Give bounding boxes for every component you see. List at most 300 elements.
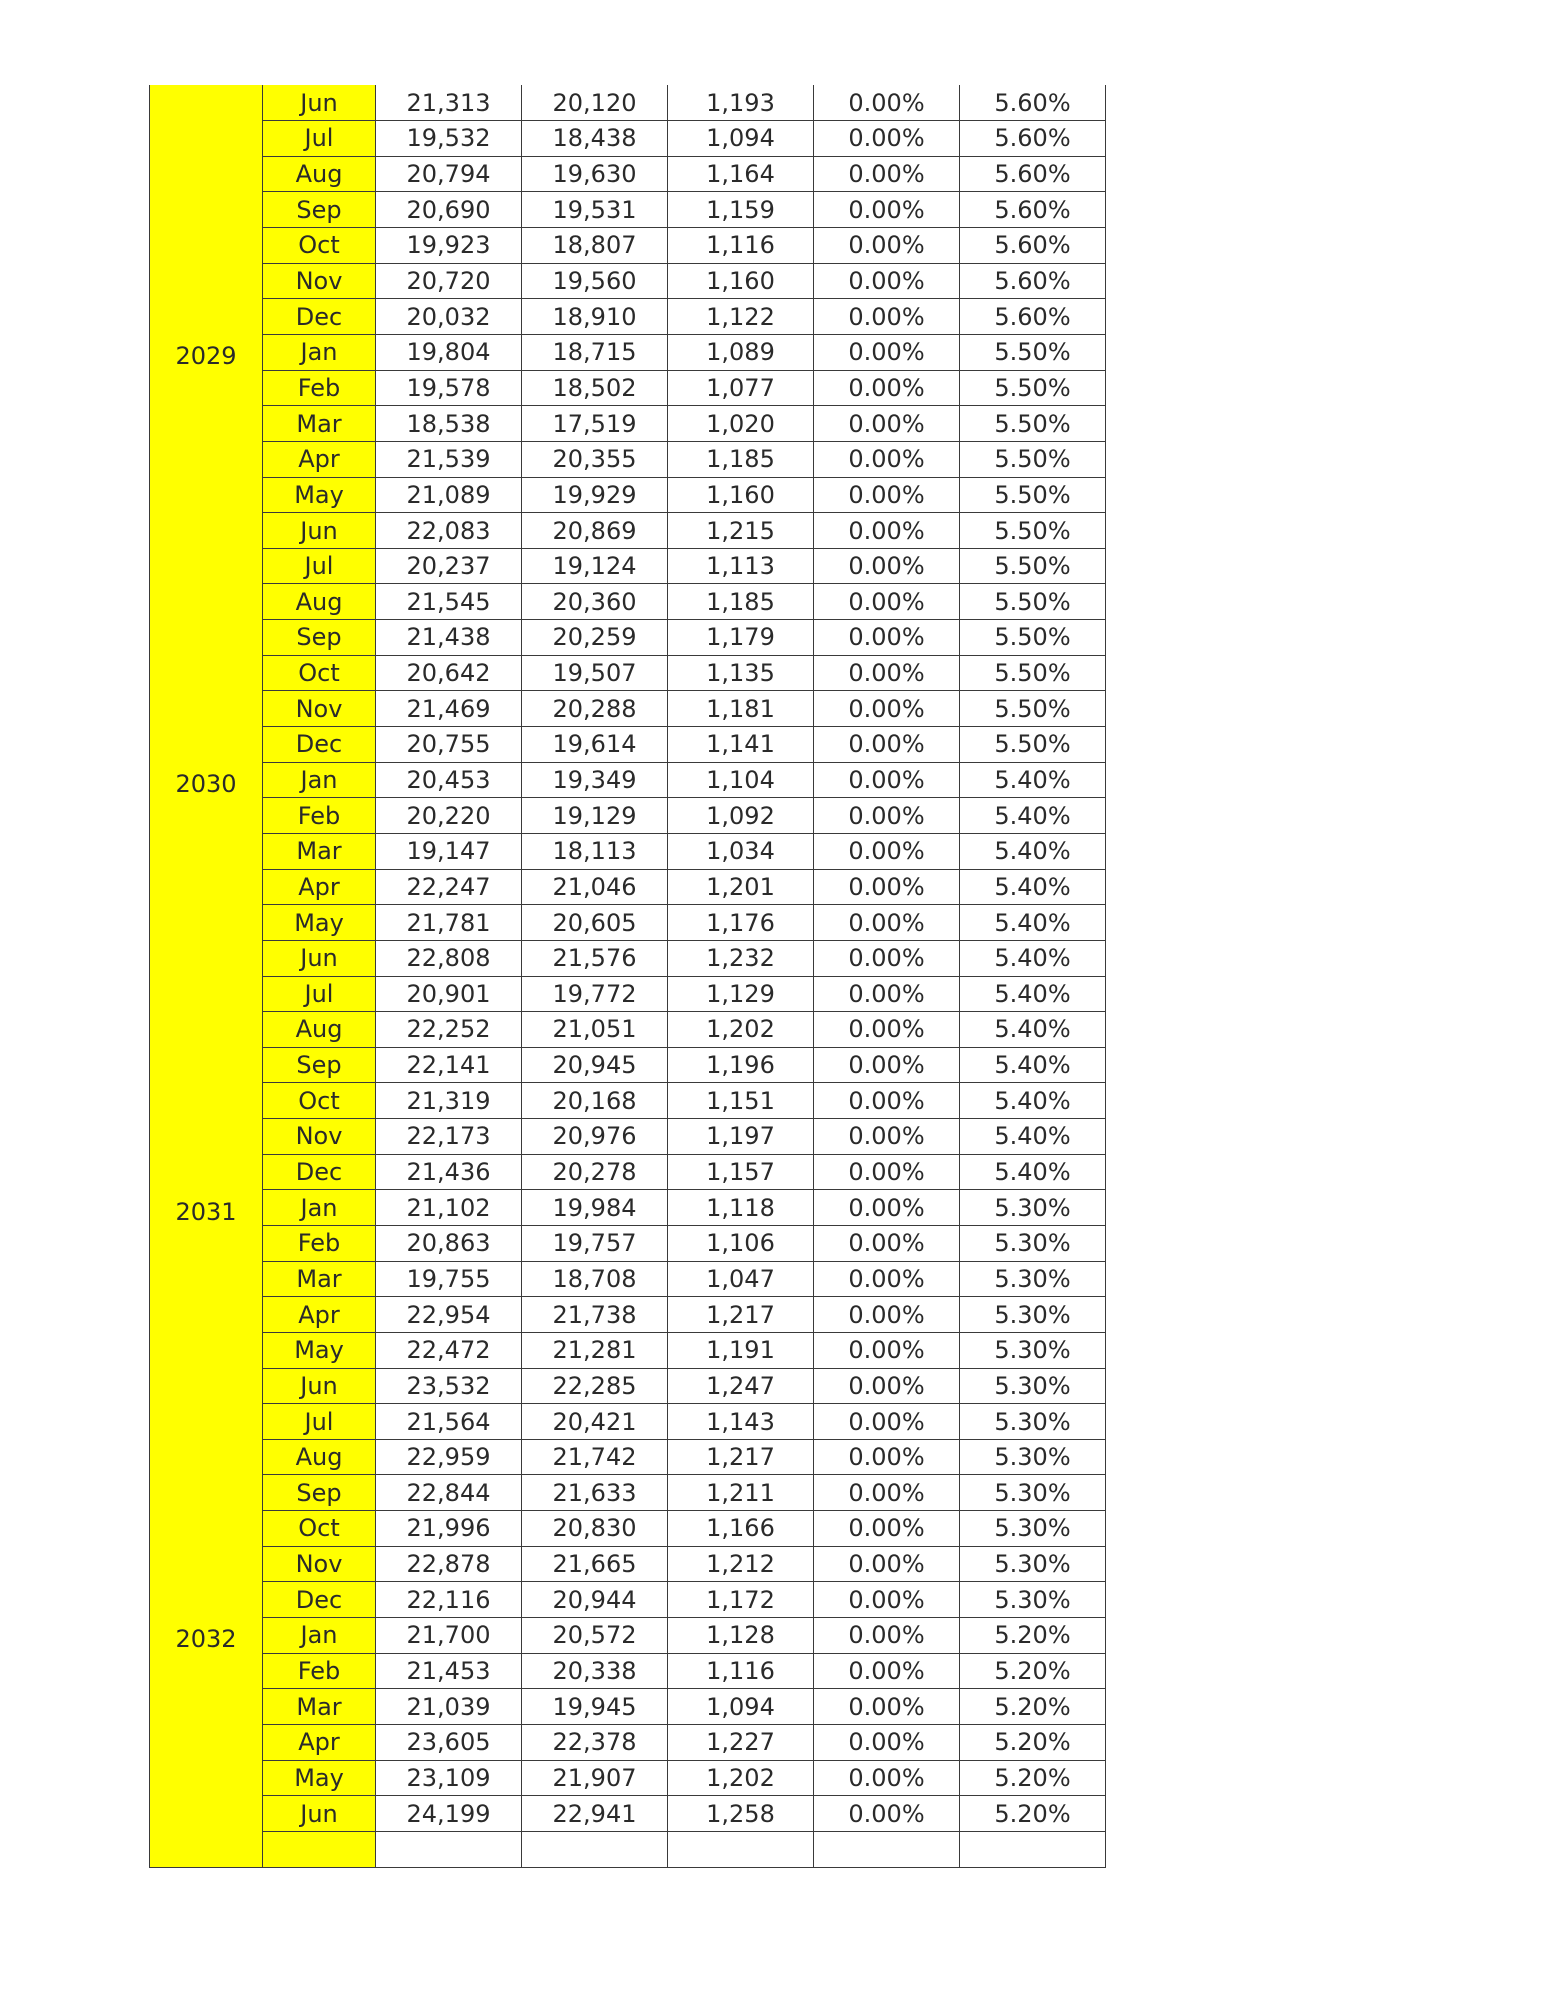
percent-cell: 5.30% [960, 1332, 1106, 1368]
value-cell: 18,538 [376, 406, 522, 442]
table-row [150, 334, 1106, 370]
value-cell: 21,089 [376, 477, 522, 513]
year-cell [150, 1332, 263, 1368]
month-cell: Apr [263, 869, 376, 905]
percent-cell: 0.00% [814, 1724, 960, 1760]
value-cell: 1,217 [668, 1439, 814, 1475]
value-cell: 20,830 [522, 1511, 668, 1547]
year-cell [150, 441, 263, 477]
percent-cell: 0.00% [814, 1439, 960, 1475]
value-cell: 20,720 [376, 263, 522, 299]
year-cell [150, 1439, 263, 1475]
value-cell: 21,700 [376, 1618, 522, 1654]
value-cell: 20,278 [522, 1154, 668, 1190]
value-cell: 21,564 [376, 1404, 522, 1440]
percent-cell: 0.00% [814, 833, 960, 869]
percent-cell: 5.50% [960, 548, 1106, 584]
month-cell: Nov [263, 263, 376, 299]
month-cell: Jul [263, 121, 376, 157]
table-row [150, 727, 1106, 763]
value-cell: 21,046 [522, 869, 668, 905]
year-cell: 2029 [150, 334, 263, 370]
value-cell: 19,945 [522, 1689, 668, 1725]
year-cell [150, 727, 263, 763]
value-cell: 20,288 [522, 691, 668, 727]
percent-cell: 5.40% [960, 1154, 1106, 1190]
month-cell: Nov [263, 691, 376, 727]
table-row [150, 1439, 1106, 1475]
percent-cell: 5.20% [960, 1724, 1106, 1760]
percent-cell: 5.40% [960, 869, 1106, 905]
year-cell [150, 1796, 263, 1832]
percent-cell: 5.30% [960, 1439, 1106, 1475]
table-row [150, 370, 1106, 406]
percent-cell: 0.00% [814, 691, 960, 727]
percent-cell: 0.00% [814, 228, 960, 264]
percent-cell: 0.00% [814, 1332, 960, 1368]
year-cell [150, 477, 263, 513]
table-row [150, 1511, 1106, 1547]
value-cell: 20,944 [522, 1582, 668, 1618]
value-cell: 21,665 [522, 1546, 668, 1582]
value-cell: 21,576 [522, 940, 668, 976]
year-cell [150, 1047, 263, 1083]
table-row [150, 905, 1106, 941]
value-cell: 21,281 [522, 1332, 668, 1368]
percent-cell: 5.30% [960, 1582, 1106, 1618]
percent-cell: 0.00% [814, 548, 960, 584]
percent-cell: 5.60% [960, 299, 1106, 335]
table-row [150, 940, 1106, 976]
value-cell: 1,202 [668, 1012, 814, 1048]
year-cell [150, 1689, 263, 1725]
value-cell: 19,349 [522, 762, 668, 798]
year-cell [150, 905, 263, 941]
value-cell: 19,929 [522, 477, 668, 513]
percent-cell: 0.00% [814, 869, 960, 905]
value-cell: 19,129 [522, 798, 668, 834]
value-cell: 20,220 [376, 798, 522, 834]
value-cell: 1,164 [668, 156, 814, 192]
value-cell: 1,193 [668, 85, 814, 121]
value-cell: 1,172 [668, 1582, 814, 1618]
value-cell: 1,141 [668, 727, 814, 763]
value-cell: 20,863 [376, 1226, 522, 1262]
value-cell: 1,020 [668, 406, 814, 442]
percent-cell: 0.00% [814, 1475, 960, 1511]
value-cell: 18,910 [522, 299, 668, 335]
month-cell: Jul [263, 1404, 376, 1440]
value-cell: 1,135 [668, 655, 814, 691]
value-cell: 21,996 [376, 1511, 522, 1547]
year-cell [150, 869, 263, 905]
percent-cell: 0.00% [814, 1404, 960, 1440]
month-cell: Aug [263, 1439, 376, 1475]
percent-cell: 0.00% [814, 85, 960, 121]
percent-cell: 5.60% [960, 156, 1106, 192]
year-cell [150, 1760, 263, 1796]
year-cell [150, 1012, 263, 1048]
value-cell: 21,781 [376, 905, 522, 941]
value-cell: 1,211 [668, 1475, 814, 1511]
percent-cell [814, 1831, 960, 1867]
year-cell [150, 833, 263, 869]
percent-cell: 0.00% [814, 334, 960, 370]
percent-cell: 5.30% [960, 1368, 1106, 1404]
percent-cell: 5.40% [960, 976, 1106, 1012]
table-row [150, 869, 1106, 905]
percent-cell: 5.60% [960, 263, 1106, 299]
percent-cell: 0.00% [814, 1618, 960, 1654]
value-cell: 20,032 [376, 299, 522, 335]
percent-cell: 0.00% [814, 905, 960, 941]
year-cell [150, 940, 263, 976]
table-row [150, 1546, 1106, 1582]
value-cell: 23,109 [376, 1760, 522, 1796]
table-row [150, 548, 1106, 584]
value-cell [522, 1831, 668, 1867]
value-cell: 20,338 [522, 1653, 668, 1689]
value-cell: 21,907 [522, 1760, 668, 1796]
table-row [150, 406, 1106, 442]
value-cell: 1,094 [668, 121, 814, 157]
value-cell: 19,531 [522, 192, 668, 228]
value-cell: 1,106 [668, 1226, 814, 1262]
value-cell: 20,690 [376, 192, 522, 228]
percent-cell: 0.00% [814, 263, 960, 299]
value-cell: 20,901 [376, 976, 522, 1012]
value-cell: 1,089 [668, 334, 814, 370]
table-row [150, 1226, 1106, 1262]
value-cell: 1,118 [668, 1190, 814, 1226]
percent-cell: 0.00% [814, 620, 960, 656]
value-cell: 23,605 [376, 1724, 522, 1760]
value-cell: 22,285 [522, 1368, 668, 1404]
year-cell [150, 1546, 263, 1582]
table-row [150, 441, 1106, 477]
percent-cell: 0.00% [814, 441, 960, 477]
month-cell: Dec [263, 299, 376, 335]
value-cell: 1,201 [668, 869, 814, 905]
value-cell: 22,844 [376, 1475, 522, 1511]
value-cell: 21,469 [376, 691, 522, 727]
percent-cell: 0.00% [814, 121, 960, 157]
value-cell: 19,124 [522, 548, 668, 584]
percent-cell: 5.50% [960, 620, 1106, 656]
value-cell: 19,560 [522, 263, 668, 299]
value-cell: 20,572 [522, 1618, 668, 1654]
year-cell [150, 156, 263, 192]
value-cell: 22,141 [376, 1047, 522, 1083]
year-cell [150, 798, 263, 834]
percent-cell: 5.40% [960, 940, 1106, 976]
year-cell [150, 1582, 263, 1618]
month-cell: Jan [263, 1618, 376, 1654]
year-cell: 2030 [150, 762, 263, 798]
value-cell: 1,116 [668, 228, 814, 264]
percent-cell: 5.30% [960, 1404, 1106, 1440]
table-row [150, 1047, 1106, 1083]
month-cell: Oct [263, 1511, 376, 1547]
month-cell: Mar [263, 1689, 376, 1725]
value-cell: 18,807 [522, 228, 668, 264]
value-cell: 1,129 [668, 976, 814, 1012]
percent-cell: 5.50% [960, 513, 1106, 549]
table-body [150, 85, 1106, 1867]
percent-cell: 0.00% [814, 1796, 960, 1832]
percent-cell: 5.50% [960, 334, 1106, 370]
value-cell [668, 1831, 814, 1867]
value-cell: 1,181 [668, 691, 814, 727]
percent-cell: 0.00% [814, 1012, 960, 1048]
month-cell: Nov [263, 1119, 376, 1155]
year-cell [150, 1154, 263, 1190]
value-cell: 21,738 [522, 1297, 668, 1333]
month-cell: Jul [263, 976, 376, 1012]
value-cell: 21,633 [522, 1475, 668, 1511]
percent-cell: 5.30% [960, 1261, 1106, 1297]
value-cell: 19,923 [376, 228, 522, 264]
month-cell: Jun [263, 513, 376, 549]
table-row [150, 1297, 1106, 1333]
month-cell: Jun [263, 1796, 376, 1832]
month-cell: Apr [263, 441, 376, 477]
year-cell [150, 548, 263, 584]
value-cell: 20,237 [376, 548, 522, 584]
percent-cell [960, 1831, 1106, 1867]
percent-cell: 5.40% [960, 798, 1106, 834]
value-cell: 19,507 [522, 655, 668, 691]
value-cell: 20,421 [522, 1404, 668, 1440]
month-cell: Dec [263, 1154, 376, 1190]
percent-cell: 5.30% [960, 1226, 1106, 1262]
value-cell: 21,319 [376, 1083, 522, 1119]
value-cell: 20,120 [522, 85, 668, 121]
table-row [150, 691, 1106, 727]
table-row [150, 833, 1106, 869]
percent-cell: 0.00% [814, 1083, 960, 1119]
percent-cell: 0.00% [814, 192, 960, 228]
month-cell: Feb [263, 1226, 376, 1262]
value-cell: 1,122 [668, 299, 814, 335]
value-cell: 20,794 [376, 156, 522, 192]
percent-cell: 5.20% [960, 1618, 1106, 1654]
value-cell: 1,166 [668, 1511, 814, 1547]
month-cell: Mar [263, 1261, 376, 1297]
year-cell [150, 263, 263, 299]
value-cell: 23,532 [376, 1368, 522, 1404]
value-cell: 1,034 [668, 833, 814, 869]
percent-cell: 0.00% [814, 798, 960, 834]
percent-cell: 5.50% [960, 727, 1106, 763]
percent-cell: 0.00% [814, 513, 960, 549]
year-cell: 2032 [150, 1618, 263, 1654]
value-cell: 1,077 [668, 370, 814, 406]
value-cell: 20,642 [376, 655, 522, 691]
year-cell [150, 1368, 263, 1404]
percent-cell: 5.40% [960, 905, 1106, 941]
month-cell: Mar [263, 406, 376, 442]
value-cell: 1,247 [668, 1368, 814, 1404]
year-cell [150, 85, 263, 121]
month-cell: May [263, 1332, 376, 1368]
month-cell: Jun [263, 940, 376, 976]
percent-cell: 5.40% [960, 1047, 1106, 1083]
value-cell: 19,757 [522, 1226, 668, 1262]
percent-cell: 0.00% [814, 762, 960, 798]
value-cell: 20,945 [522, 1047, 668, 1083]
value-cell: 21,742 [522, 1439, 668, 1475]
month-cell: Sep [263, 620, 376, 656]
month-cell: Feb [263, 798, 376, 834]
value-cell: 19,614 [522, 727, 668, 763]
percent-cell: 0.00% [814, 940, 960, 976]
value-cell: 18,113 [522, 833, 668, 869]
value-cell: 22,959 [376, 1439, 522, 1475]
value-cell: 1,160 [668, 263, 814, 299]
value-cell: 18,502 [522, 370, 668, 406]
value-cell: 1,179 [668, 620, 814, 656]
percent-cell: 5.40% [960, 1083, 1106, 1119]
month-cell: Oct [263, 228, 376, 264]
year-cell [150, 513, 263, 549]
percent-cell: 5.30% [960, 1475, 1106, 1511]
value-cell: 20,360 [522, 584, 668, 620]
table-row [150, 1689, 1106, 1725]
value-cell: 22,173 [376, 1119, 522, 1155]
percent-cell: 0.00% [814, 1119, 960, 1155]
percent-cell: 0.00% [814, 406, 960, 442]
value-cell: 20,755 [376, 727, 522, 763]
value-cell: 1,157 [668, 1154, 814, 1190]
table-row [150, 762, 1106, 798]
value-cell: 19,772 [522, 976, 668, 1012]
table-row [150, 1190, 1106, 1226]
table-row [150, 1582, 1106, 1618]
value-cell: 18,715 [522, 334, 668, 370]
value-cell: 21,313 [376, 85, 522, 121]
month-cell: Dec [263, 1582, 376, 1618]
percent-cell: 5.20% [960, 1653, 1106, 1689]
value-cell: 1,212 [668, 1546, 814, 1582]
value-cell: 1,092 [668, 798, 814, 834]
percent-cell: 5.60% [960, 121, 1106, 157]
year-cell [150, 1119, 263, 1155]
table-row [150, 156, 1106, 192]
table-row [150, 192, 1106, 228]
percent-cell: 5.60% [960, 228, 1106, 264]
value-cell: 22,808 [376, 940, 522, 976]
percent-cell: 0.00% [814, 1190, 960, 1226]
month-cell: Mar [263, 833, 376, 869]
month-cell: Sep [263, 1047, 376, 1083]
value-cell: 1,176 [668, 905, 814, 941]
percent-cell: 0.00% [814, 477, 960, 513]
table-row [150, 1368, 1106, 1404]
value-cell: 19,804 [376, 334, 522, 370]
table-row [150, 1653, 1106, 1689]
value-cell: 19,532 [376, 121, 522, 157]
year-cell [150, 406, 263, 442]
table-row [150, 1404, 1106, 1440]
value-cell [376, 1831, 522, 1867]
percent-cell: 5.30% [960, 1511, 1106, 1547]
value-cell: 1,159 [668, 192, 814, 228]
month-cell: Feb [263, 1653, 376, 1689]
month-cell: Jan [263, 1190, 376, 1226]
month-cell: Oct [263, 1083, 376, 1119]
value-cell: 20,869 [522, 513, 668, 549]
percent-cell: 5.50% [960, 584, 1106, 620]
month-cell: Jun [263, 1368, 376, 1404]
year-cell: 2031 [150, 1190, 263, 1226]
value-cell: 1,047 [668, 1261, 814, 1297]
percent-cell: 0.00% [814, 1226, 960, 1262]
year-cell [150, 655, 263, 691]
percent-cell: 5.20% [960, 1760, 1106, 1796]
table-row [150, 1618, 1106, 1654]
value-cell: 21,539 [376, 441, 522, 477]
value-cell: 22,116 [376, 1582, 522, 1618]
percent-cell: 5.20% [960, 1689, 1106, 1725]
month-cell: Jun [263, 85, 376, 121]
value-cell: 20,976 [522, 1119, 668, 1155]
value-cell: 19,755 [376, 1261, 522, 1297]
year-cell [150, 620, 263, 656]
year-cell [150, 1724, 263, 1760]
year-cell [150, 1404, 263, 1440]
value-cell: 22,247 [376, 869, 522, 905]
year-cell [150, 1511, 263, 1547]
table-row [150, 976, 1106, 1012]
value-cell: 1,217 [668, 1297, 814, 1333]
table-row [150, 263, 1106, 299]
value-cell: 1,094 [668, 1689, 814, 1725]
year-cell [150, 1261, 263, 1297]
value-cell: 20,453 [376, 762, 522, 798]
value-cell: 22,878 [376, 1546, 522, 1582]
year-cell [150, 1083, 263, 1119]
value-cell: 22,941 [522, 1796, 668, 1832]
value-cell: 22,472 [376, 1332, 522, 1368]
year-cell [150, 192, 263, 228]
table-row [150, 1119, 1106, 1155]
percent-cell: 0.00% [814, 976, 960, 1012]
month-cell: Nov [263, 1546, 376, 1582]
value-cell: 21,039 [376, 1689, 522, 1725]
table-row [150, 1724, 1106, 1760]
month-cell: Apr [263, 1724, 376, 1760]
percent-cell: 5.30% [960, 1297, 1106, 1333]
month-cell: Aug [263, 1012, 376, 1048]
value-cell: 21,102 [376, 1190, 522, 1226]
value-cell: 20,259 [522, 620, 668, 656]
percent-cell: 0.00% [814, 1261, 960, 1297]
year-cell [150, 584, 263, 620]
value-cell: 1,196 [668, 1047, 814, 1083]
percent-cell: 5.40% [960, 762, 1106, 798]
percent-cell: 5.20% [960, 1796, 1106, 1832]
table-row [150, 1831, 1106, 1867]
month-cell: Sep [263, 1475, 376, 1511]
percent-cell: 0.00% [814, 299, 960, 335]
value-cell: 18,708 [522, 1261, 668, 1297]
value-cell: 1,258 [668, 1796, 814, 1832]
value-cell: 1,116 [668, 1653, 814, 1689]
percent-cell: 5.50% [960, 370, 1106, 406]
month-cell: Apr [263, 1297, 376, 1333]
percent-cell: 0.00% [814, 584, 960, 620]
